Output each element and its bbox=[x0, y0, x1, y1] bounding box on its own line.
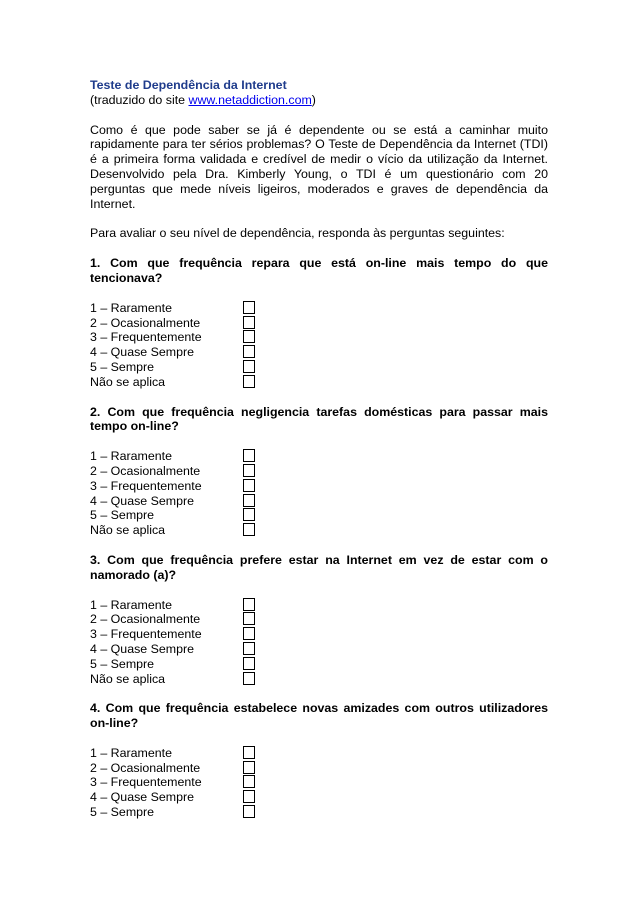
answer-checkbox[interactable] bbox=[243, 330, 255, 343]
answer-label: 4 – Quase Sempre bbox=[90, 345, 195, 360]
answer-checkbox[interactable] bbox=[243, 494, 255, 507]
answer-label: 3 – Frequentemente bbox=[90, 775, 202, 790]
answer-label: 5 – Sempre bbox=[90, 805, 155, 820]
answer-option bbox=[90, 479, 548, 494]
answer-checkbox[interactable] bbox=[243, 479, 255, 492]
answer-label: 4 – Quase Sempre bbox=[90, 493, 195, 508]
answer-checkbox[interactable] bbox=[243, 790, 255, 803]
answer-option bbox=[90, 360, 548, 375]
answer-option bbox=[90, 642, 548, 657]
answer-option bbox=[90, 301, 548, 316]
answer-label: 1 – Raramente bbox=[90, 300, 172, 315]
source-suffix: ) bbox=[311, 92, 316, 107]
answer-label: 1 – Raramente bbox=[90, 745, 172, 760]
answer-checkbox[interactable] bbox=[243, 375, 255, 388]
answer-option bbox=[90, 316, 548, 331]
answer-checkbox[interactable] bbox=[243, 345, 255, 358]
answer-checkbox[interactable] bbox=[243, 612, 255, 625]
answer-label: 4 – Quase Sempre bbox=[90, 790, 195, 805]
answer-checkbox[interactable] bbox=[243, 642, 255, 655]
answer-option bbox=[90, 672, 548, 687]
answer-option bbox=[90, 464, 548, 479]
answer-checkbox[interactable] bbox=[243, 316, 255, 329]
answer-option bbox=[90, 775, 548, 790]
answer-checkbox[interactable] bbox=[243, 627, 255, 640]
answer-options bbox=[90, 598, 548, 687]
answer-label: 1 – Raramente bbox=[90, 597, 172, 612]
answer-label: 5 – Sempre bbox=[90, 508, 155, 523]
answer-option bbox=[90, 612, 548, 627]
answer-options bbox=[90, 746, 548, 820]
answer-checkbox[interactable] bbox=[243, 805, 255, 818]
answer-checkbox[interactable] bbox=[243, 657, 255, 670]
answer-checkbox[interactable] bbox=[243, 508, 255, 521]
answer-checkbox[interactable] bbox=[243, 746, 255, 759]
answer-label: 2 – Ocasionalmente bbox=[90, 612, 201, 627]
instruction-text: Para avaliar o seu nível de dependência, responda às perguntas seguintes: bbox=[90, 226, 505, 241]
answer-checkbox[interactable] bbox=[243, 449, 255, 462]
answer-option bbox=[90, 657, 548, 672]
source-note bbox=[90, 93, 548, 108]
question-text: 3. Com que frequência prefere estar na Internet em vez de estar com o namorado (a)? bbox=[90, 552, 548, 582]
answer-checkbox[interactable] bbox=[243, 598, 255, 611]
answer-option bbox=[90, 449, 548, 464]
answer-option bbox=[90, 330, 548, 345]
answer-label: Não se aplica bbox=[90, 671, 166, 686]
answer-option bbox=[90, 627, 548, 642]
answer-label: 4 – Quase Sempre bbox=[90, 641, 195, 656]
document-title: Teste de Dependência da Internet bbox=[90, 78, 287, 92]
answer-checkbox[interactable] bbox=[243, 360, 255, 373]
answer-checkbox[interactable] bbox=[243, 301, 255, 314]
answer-checkbox[interactable] bbox=[243, 775, 255, 788]
question-text: 2. Com que frequência negligencia tarefas domésticas para passar mais tempo on-line? bbox=[90, 404, 548, 434]
question-text: 4. Com que frequência estabelece novas amizades com outros utilizadores on-line? bbox=[90, 701, 548, 731]
answer-option bbox=[90, 375, 548, 390]
answer-option bbox=[90, 761, 548, 776]
answer-label: Não se aplica bbox=[90, 374, 166, 389]
answer-options bbox=[90, 449, 548, 538]
answer-label: 2 – Ocasionalmente bbox=[90, 463, 201, 478]
answer-option bbox=[90, 508, 548, 523]
source-link[interactable]: www.netaddiction.com bbox=[188, 92, 312, 107]
answer-label: 1 – Raramente bbox=[90, 449, 172, 464]
answer-checkbox[interactable] bbox=[243, 464, 255, 477]
answer-label: 2 – Ocasionalmente bbox=[90, 315, 201, 330]
answer-label: Não se aplica bbox=[90, 523, 166, 538]
answer-label: 5 – Sempre bbox=[90, 656, 155, 671]
answer-label: 3 – Frequentemente bbox=[90, 330, 202, 345]
answer-option bbox=[90, 494, 548, 509]
answer-option bbox=[90, 523, 548, 538]
question-block bbox=[90, 256, 548, 389]
answer-option bbox=[90, 805, 548, 820]
answer-option bbox=[90, 746, 548, 761]
document-page bbox=[90, 78, 548, 820]
answer-option bbox=[90, 345, 548, 360]
answer-options bbox=[90, 301, 548, 390]
intro-paragraph: Como é que pode saber se já é dependente ou se está a caminhar muito rapidamente para ter sérios problemas? O Teste de Dependência da Internet (TDI) é a primeira forma validada e credível de medir o vício da utilização da Internet. Desenvolvido pela Dra. Kimberly Young, o TDI é um questionário com 20 perguntas que mede níveis ligeiros, moderados e graves de dependência da Internet. bbox=[90, 122, 548, 211]
answer-checkbox[interactable] bbox=[243, 523, 255, 536]
question-block bbox=[90, 553, 548, 686]
answer-option bbox=[90, 790, 548, 805]
answer-label: 3 – Frequentemente bbox=[90, 478, 202, 493]
question-block bbox=[90, 405, 548, 538]
answer-checkbox[interactable] bbox=[243, 761, 255, 774]
answer-label: 3 – Frequentemente bbox=[90, 627, 202, 642]
question-block bbox=[90, 701, 548, 820]
answer-label: 5 – Sempre bbox=[90, 359, 155, 374]
answer-checkbox[interactable] bbox=[243, 672, 255, 685]
question-text: 1. Com que frequência repara que está on-line mais tempo do que tencionava? bbox=[90, 256, 548, 285]
answer-label: 2 – Ocasionalmente bbox=[90, 760, 201, 775]
source-prefix: (traduzido do site bbox=[90, 92, 189, 107]
answer-option bbox=[90, 598, 548, 613]
